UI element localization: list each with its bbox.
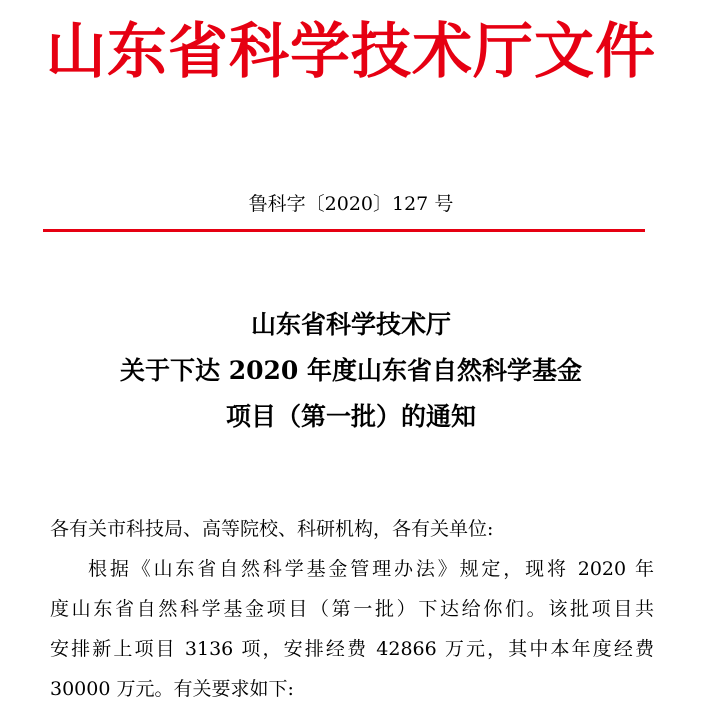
document-number: 鲁科字〔2020〕127 号 <box>248 193 454 215</box>
notice-title <box>0 302 702 440</box>
red-divider-line <box>43 229 645 232</box>
paragraph-line-1: 根据《山东省自然科学基金管理办法》规定，现将 2020 年 <box>88 558 654 580</box>
notice-title-line-1: 山东省科学技术厅 <box>250 310 451 339</box>
paragraph-line-3: 安排新上项目 3136 项，安排经费 42866 万元，其中本年度经费 <box>50 638 654 660</box>
salutation: 各有关市科技局、高等院校、科研机构，各有关单位: <box>50 518 494 540</box>
notice-title-line-3: 项目（第一批）的通知 <box>225 402 476 431</box>
paragraph-line-4: 30000 万元。有关要求如下: <box>50 678 294 700</box>
paragraph-line-2: 度山东省自然科学基金项目（第一批）下达给你们。该批项目共 <box>50 598 654 620</box>
notice-body <box>50 509 654 709</box>
notice-title-line-2: 关于下达 2020 年度山东省自然科学基金 <box>120 356 582 385</box>
document-header-title: 山东省科学技术厅文件 <box>46 17 656 87</box>
